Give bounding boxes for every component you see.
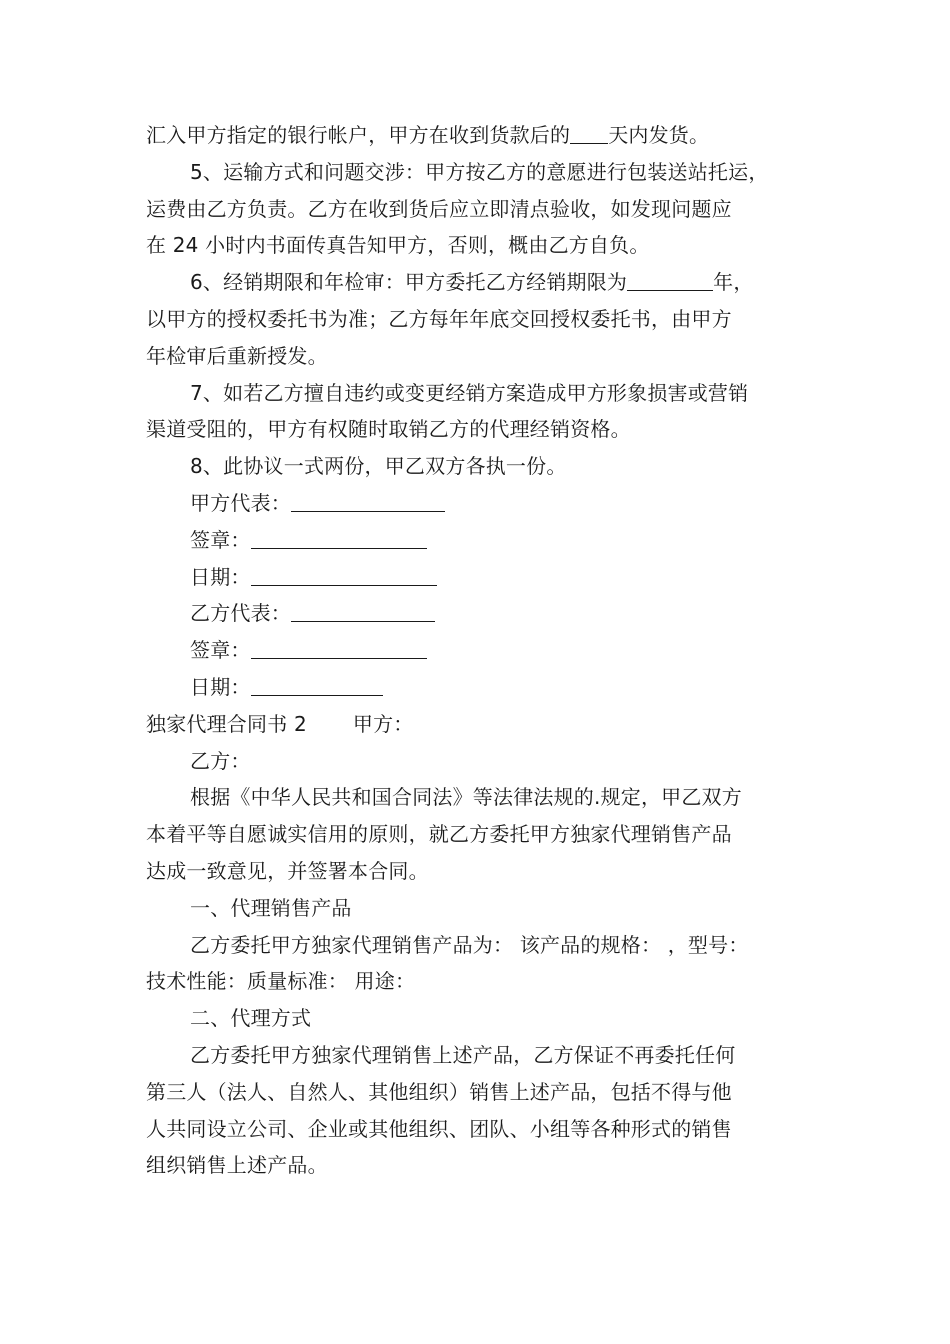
- contract-title-line: [146, 706, 810, 743]
- signature-line-party-b-date: [146, 669, 810, 706]
- text-line: [146, 117, 810, 154]
- text-segment: 年，: [713, 270, 754, 295]
- party-b-line: 乙方：: [190, 748, 251, 773]
- text-line: 在 24 小时内书面传真告知甲方，否则，概由乙方自负。: [146, 233, 650, 258]
- text-line: 本着平等自愿诚实信用的原则，就乙方委托甲方独家代理销售产品: [146, 822, 732, 847]
- party-a-label: 甲方：: [352, 711, 414, 736]
- signature-line-party-b-rep: [146, 595, 810, 632]
- fill-blank: [570, 123, 608, 144]
- signature-line-party-b-seal: [146, 632, 810, 669]
- field-label: 签章：: [190, 527, 251, 552]
- fill-blank: [291, 491, 445, 512]
- text-line: 根据《中华人民共和国合同法》等法律法规的.规定，甲乙双方: [190, 785, 742, 810]
- signature-line-party-a-rep: [146, 485, 810, 522]
- fill-blank: [251, 638, 427, 659]
- field-label: 日期：: [190, 564, 251, 589]
- field-label: 日期：: [190, 674, 251, 699]
- text-line: 乙方委托甲方独家代理销售产品为： 该产品的规格： ，型号：: [190, 932, 749, 957]
- field-label: 乙方代表：: [190, 601, 291, 626]
- section-heading: 一、代理销售产品: [190, 895, 352, 920]
- text-line: 5、运输方式和问题交涉：甲方按乙方的意愿进行包装送站托运，: [190, 159, 769, 184]
- field-label: 甲方代表：: [190, 490, 291, 515]
- contract-title: 独家代理合同书 2: [146, 711, 307, 736]
- text-line: 人共同设立公司、企业或其他组织、团队、小组等各种形式的销售: [146, 1116, 732, 1141]
- fill-blank: [251, 675, 383, 696]
- signature-line-party-a-seal: [146, 522, 810, 559]
- text-line: 7、如若乙方擅自违约或变更经销方案造成甲方形象损害或营销: [190, 380, 749, 405]
- text-segment: 6、经销期限和年检审：甲方委托乙方经销期限为: [190, 270, 628, 295]
- text-line: [146, 264, 810, 301]
- text-segment: 天内发货。: [608, 123, 710, 147]
- fill-blank: [251, 528, 427, 549]
- text-line: 达成一致意见，并签署本合同。: [146, 858, 429, 883]
- text-line: 年检审后重新授发。: [146, 343, 328, 368]
- text-line: 组织销售上述产品。: [146, 1153, 328, 1178]
- fill-blank: [291, 601, 435, 622]
- fill-blank: [627, 270, 713, 291]
- text-line: 第三人（法人、自然人、其他组织）销售上述产品，包括不得与他: [146, 1079, 732, 1104]
- document-body: [146, 117, 810, 1184]
- field-label: 签章：: [190, 638, 251, 663]
- fill-blank: [251, 565, 437, 586]
- text-line: 以甲方的授权委托书为准；乙方每年年底交回授权委托书，由甲方: [146, 306, 732, 331]
- signature-line-party-a-date: [146, 559, 810, 596]
- text-segment: 汇入甲方指定的银行帐户，甲方在收到货款后的: [146, 123, 571, 147]
- section-heading: 二、代理方式: [190, 1006, 312, 1031]
- text-line: 运费由乙方负责。乙方在收到货后应立即清点验收，如发现问题应: [146, 196, 732, 221]
- text-line: 技术性能：质量标准： 用途：: [146, 969, 416, 994]
- text-line: 乙方委托甲方独家代理销售上述产品，乙方保证不再委托任何: [190, 1042, 736, 1067]
- text-line: 渠道受阻的，甲方有权随时取销乙方的代理经销资格。: [146, 417, 631, 442]
- text-line: 8、此协议一式两份，甲乙双方各执一份。: [190, 454, 567, 479]
